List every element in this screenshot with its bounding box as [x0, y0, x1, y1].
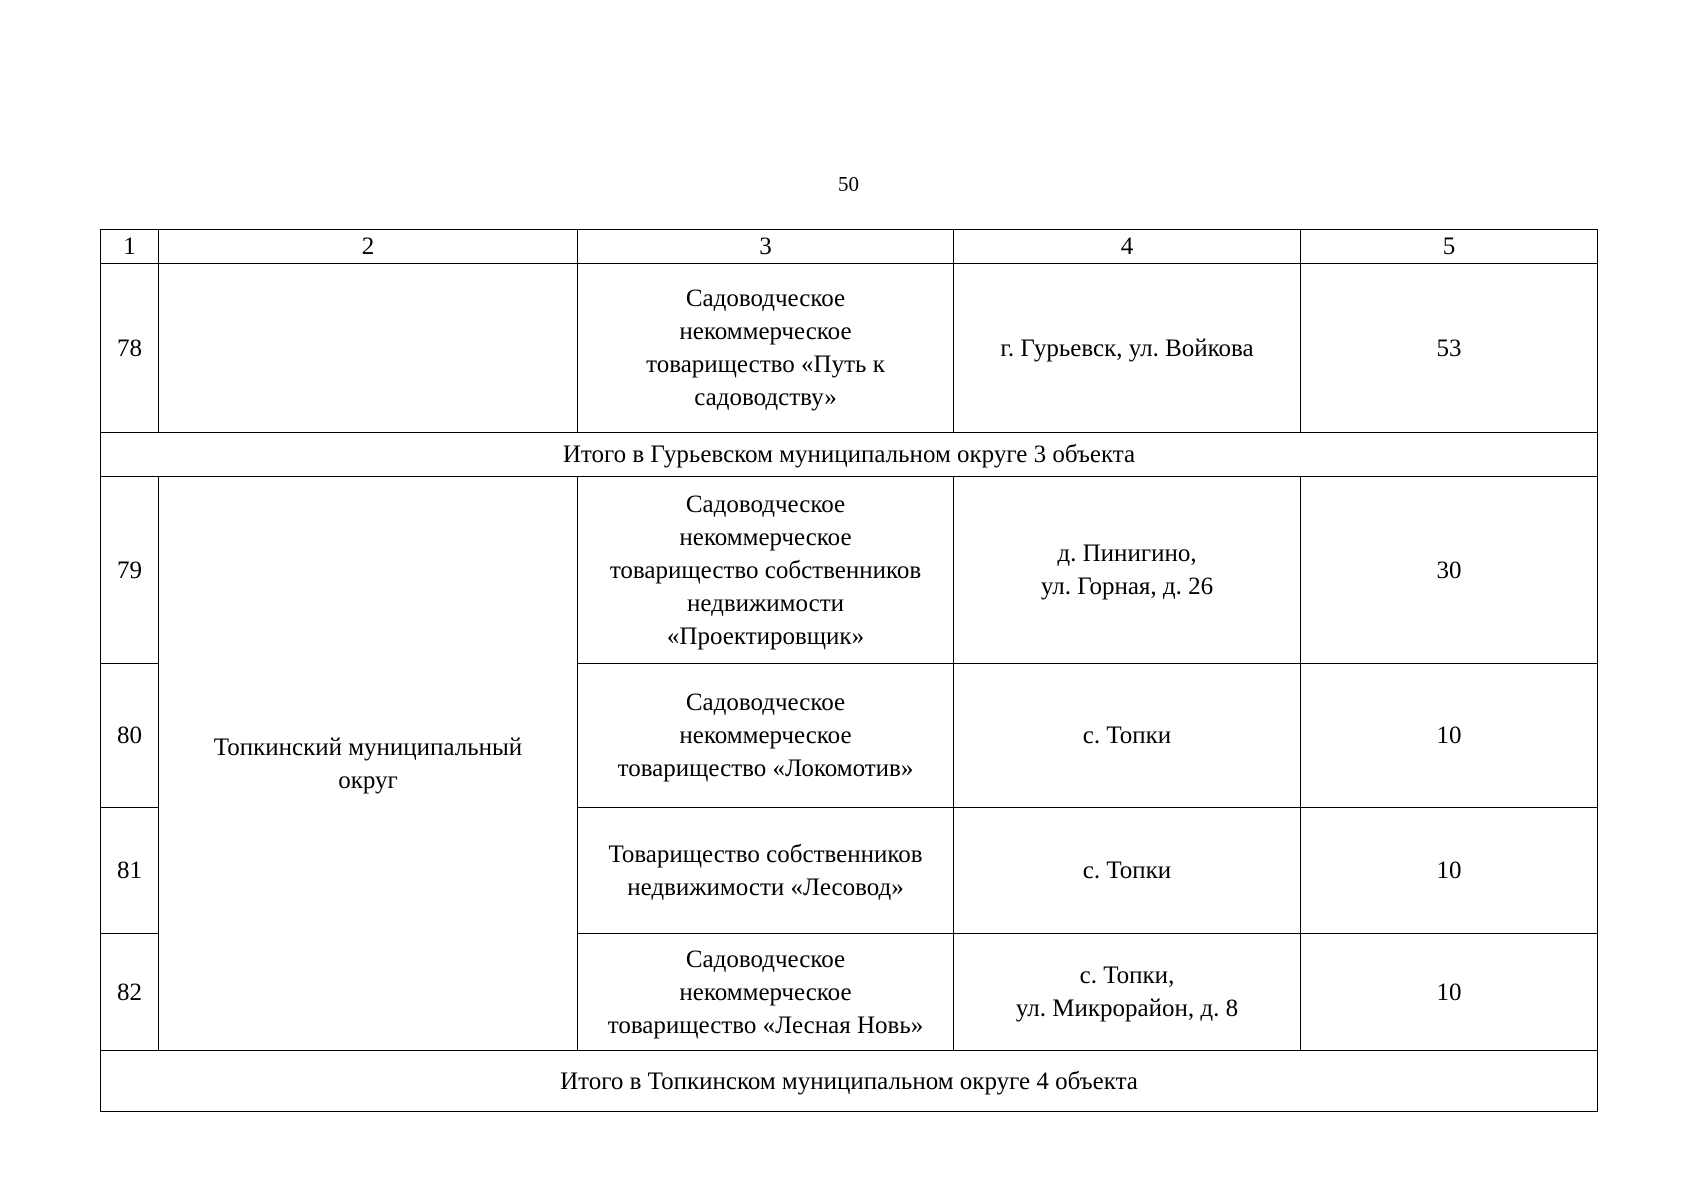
count-cell: 10: [1301, 664, 1598, 808]
row-number: 82: [101, 934, 159, 1051]
organization-cell: Садоводческое некоммерческое товарищество «Лесная Новь»: [578, 934, 954, 1051]
column-header: 1: [101, 230, 159, 264]
total-text: Итого в Топкинском муниципальном округе 4 объекта: [101, 1051, 1598, 1112]
row-number: 79: [101, 477, 159, 664]
total-row: [101, 1051, 1598, 1112]
address-cell: с. Топки: [954, 808, 1301, 934]
organization-cell: Товарищество собственников недвижимости «Лесовод»: [578, 808, 954, 934]
address-cell: г. Гурьевск, ул. Войкова: [954, 264, 1301, 433]
page-number: 50: [838, 172, 859, 196]
row-number: 81: [101, 808, 159, 934]
organization-cell: Садоводческое некоммерческое товарищество «Локомотив»: [578, 664, 954, 808]
table-header-row: [101, 230, 1598, 264]
row-number: 80: [101, 664, 159, 808]
organization-cell: Садоводческое некоммерческое товарищество «Путь к садоводству»: [578, 264, 954, 433]
address-cell: д. Пинигино, ул. Горная, д. 26: [954, 477, 1301, 664]
count-cell: 10: [1301, 934, 1598, 1051]
count-cell: 10: [1301, 808, 1598, 934]
district-cell: Топкинский муниципальный округ: [159, 477, 578, 1051]
column-header: 4: [954, 230, 1301, 264]
district-cell: [159, 264, 578, 433]
row-number: 78: [101, 264, 159, 433]
table-row: [101, 264, 1598, 433]
column-header: 2: [159, 230, 578, 264]
count-cell: 53: [1301, 264, 1598, 433]
objects-table: [100, 229, 1598, 1112]
column-header: 5: [1301, 230, 1598, 264]
total-row: [101, 433, 1598, 477]
address-cell: с. Топки, ул. Микрорайон, д. 8: [954, 934, 1301, 1051]
organization-cell: Садоводческое некоммерческое товарищество собственников недвижимости «Проектировщик»: [578, 477, 954, 664]
column-header: 3: [578, 230, 954, 264]
address-cell: с. Топки: [954, 664, 1301, 808]
count-cell: 30: [1301, 477, 1598, 664]
total-text: Итого в Гурьевском муниципальном округе 3 объекта: [101, 433, 1598, 477]
table-row: [101, 477, 1598, 664]
